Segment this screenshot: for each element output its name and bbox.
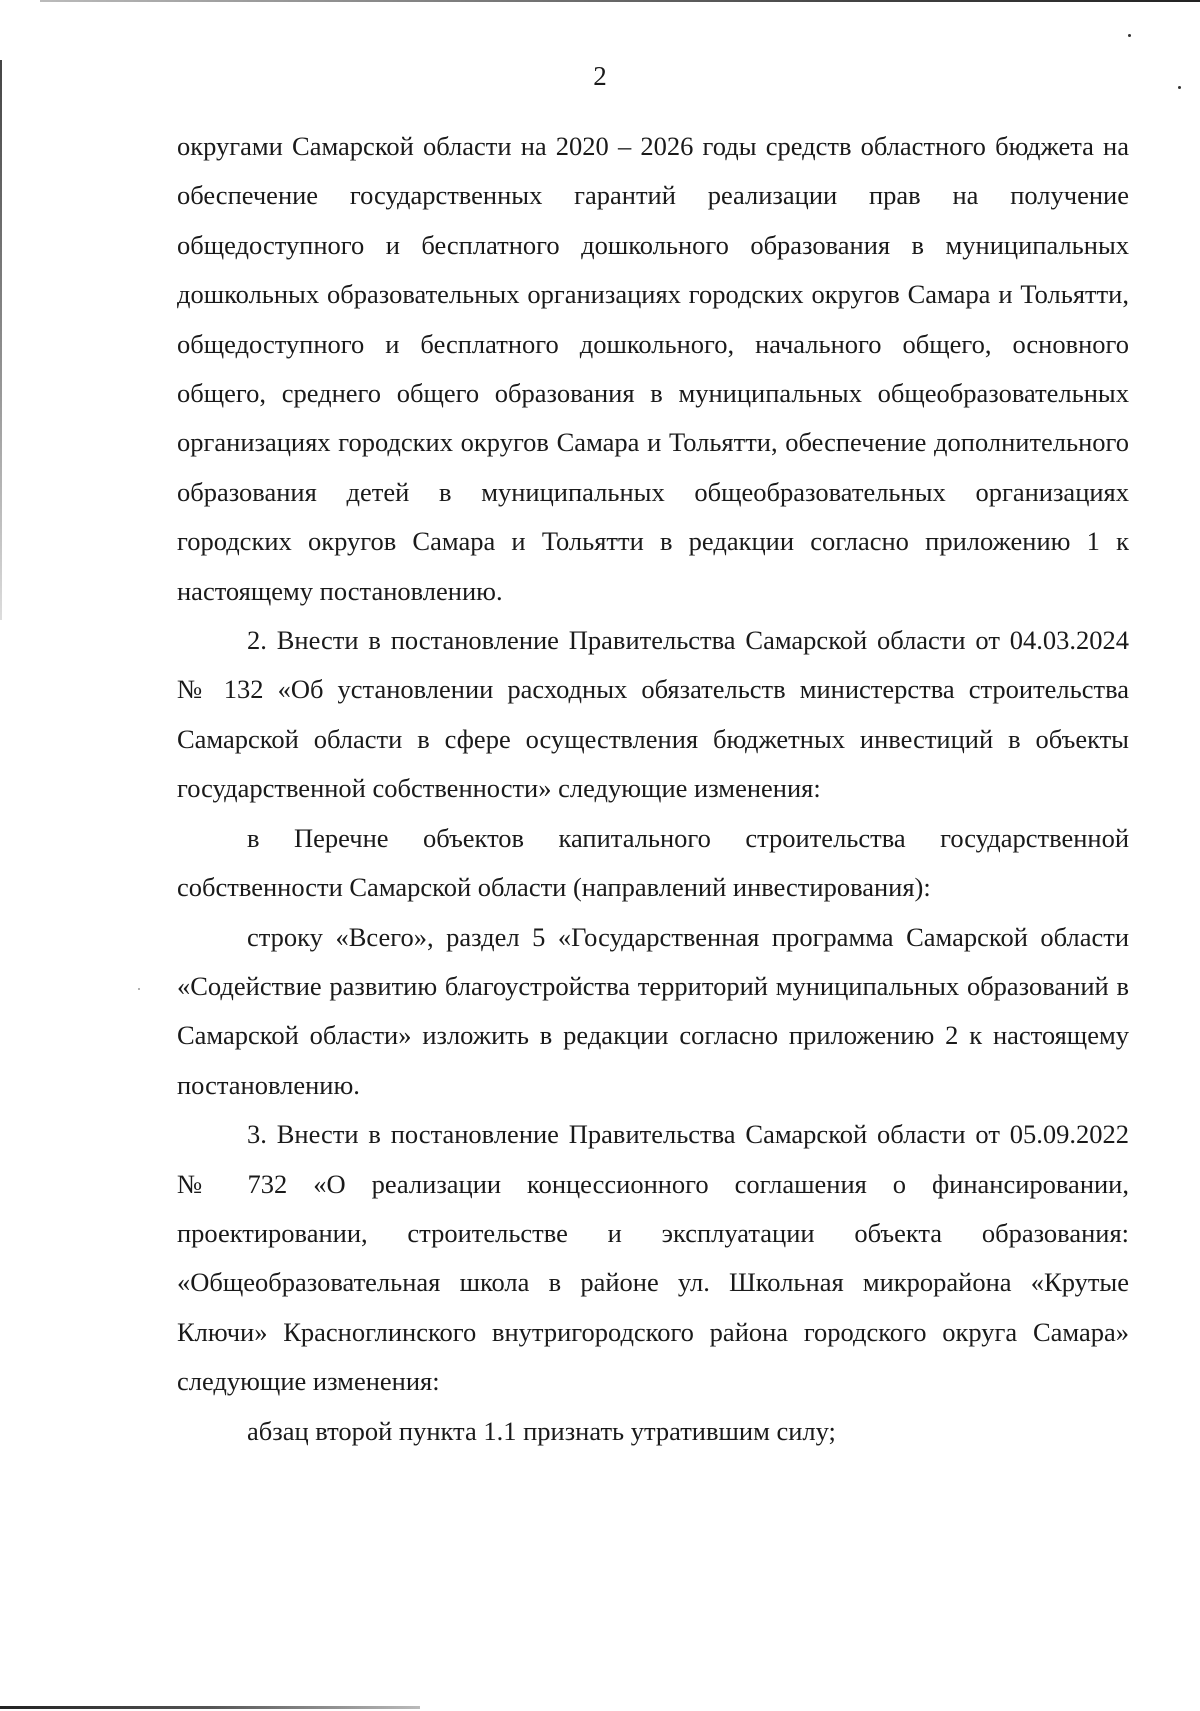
paragraph-continuation: округами Самарской области на 2020 – 2026 годы средств областного бюджета на обеспечение государственных гарантий реализации прав на получение общедоступного и бесплатного дошкольного образования в муниципальных дошкольных образовательных организациях городских округов Самара и Тольятти, общедоступного и бесплатного дошкольного, начального общего, основного общего, среднего общего образования в муниципальных общеобразовательных организациях городских округов Самара и Тольятти, обеспечение дополнительного образования детей в муниципальных общеобразовательных организациях городских округов Самара и Тольятти в редакции согласно приложению 1 к настоящему постановлению.: [177, 131, 1129, 606]
scan-speck: [1128, 34, 1131, 37]
scan-edge-left: [0, 60, 2, 620]
paragraph-amendment-clause: абзац второй пункта 1.1 признать утратившим силу;: [247, 1415, 836, 1446]
paragraph-amendment-row: строку «Всего», раздел 5 «Государственная программа Самарской области «Содействие развитию благоустройства территорий муниципальных образований в Самарской области» изложить в редакции согласно приложению 2 к настоящему постановлению.: [177, 921, 1129, 1100]
paragraph-list-subject: в Перечне объектов капитального строительства государственной собственности Самарской области (направлений инвестирования):: [177, 822, 1129, 903]
paragraph-item-2: 2. Внести в постановление Правительства Самарской области от 04.03.2024 № 132 «Об установлении расходных обязательств министерства строительства Самарской области в сфере осуществления бюджетных инвестиций в объекты государственной собственности» следующие изменения:: [177, 625, 1129, 804]
page-number: 2: [593, 61, 607, 91]
scan-edge-top: [40, 0, 1200, 2]
scan-speck: [138, 988, 140, 990]
paragraph-item-3: 3. Внести в постановление Правительства Самарской области от 05.09.2022 № 732 «О реализации концессионного соглашения о финансировании, проектировании, строительстве и эксплуатации объекта образования: «Общеобразовательная школа в районе ул. Школьная микрорайона «Крутые Ключи» Красноглинского внутригородского района городского округа Самара» следующие изменения:: [177, 1119, 1129, 1397]
document-body: [177, 122, 1129, 1456]
scan-edge-bottom: [0, 1706, 420, 1709]
